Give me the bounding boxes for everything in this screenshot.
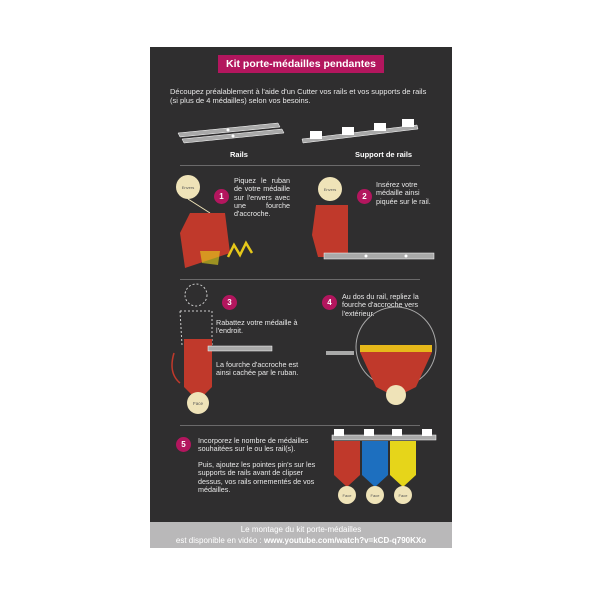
step-number-5: 5 xyxy=(176,437,191,452)
step-number-2: 2 xyxy=(357,189,372,204)
separator xyxy=(180,279,420,280)
medal-reverse-label-1: Envers xyxy=(181,185,195,190)
medal-reverse-label-2: Envers xyxy=(323,187,337,192)
medal-face-label-3: Face xyxy=(192,401,204,406)
step3-text-2: La fourche d'accroche est ainsi cachée par le ruban. xyxy=(216,360,299,378)
hook-fork-icon xyxy=(226,239,256,261)
step-number-3: 3 xyxy=(222,295,237,310)
step-number-1: 1 xyxy=(214,189,229,204)
step4-medal-illustration xyxy=(326,315,444,405)
intro-text: Découpez préalablement à l'aide d'un Cutter vos rails et vos supports de rails (si plus de 4 médailles) selon vos besoins. xyxy=(170,87,427,105)
footer-line2 xyxy=(150,536,452,545)
footer-line2-prefix: est disponible en vidéo : xyxy=(175,536,264,545)
supports-caption: Support de rails xyxy=(355,150,413,159)
step5-text-2: Puis, ajoutez les pointes pin's sur les supports de rails avant de clipser dessus, vos rails ornementés de vos médailles. xyxy=(198,460,316,494)
step5-medals-illustration xyxy=(330,429,440,513)
step5-text: Incorporez le nombre de médailles souhaitées sur le ou les rail(s). xyxy=(198,436,309,454)
footer-line1: Le montage du kit porte-médailles xyxy=(240,525,362,534)
instruction-card xyxy=(150,47,452,548)
separator xyxy=(180,425,420,426)
rail-supports-illustration xyxy=(302,119,422,149)
step-number-4: 4 xyxy=(322,295,337,310)
footer-banner xyxy=(150,522,452,548)
step1-text: Piquez le ruban de votre médaille sur l'envers avec une fourche d'accroche. xyxy=(234,176,290,219)
card-title: Kit porte-médailles pendantes xyxy=(218,55,384,73)
video-link[interactable]: www.youtube.com/watch?v=kCD-q790KXo xyxy=(263,536,427,545)
medal-face-label-5b: Face xyxy=(370,493,380,498)
rails-caption: Rails xyxy=(230,150,248,159)
rails-illustration xyxy=(178,119,288,149)
medal-face-label-5a: Face xyxy=(342,493,352,498)
step2-text: Insérez votre médaille ainsi piquée sur le rail. xyxy=(376,180,431,206)
step4-text: Au dos du rail, repliez la fourche d'accroche vers l'extérieur. xyxy=(342,292,419,318)
step3-text: Rabattez votre médaille à l'endroit. xyxy=(216,318,298,336)
medal-face-label-5c: Face xyxy=(398,493,408,498)
separator xyxy=(180,165,420,166)
